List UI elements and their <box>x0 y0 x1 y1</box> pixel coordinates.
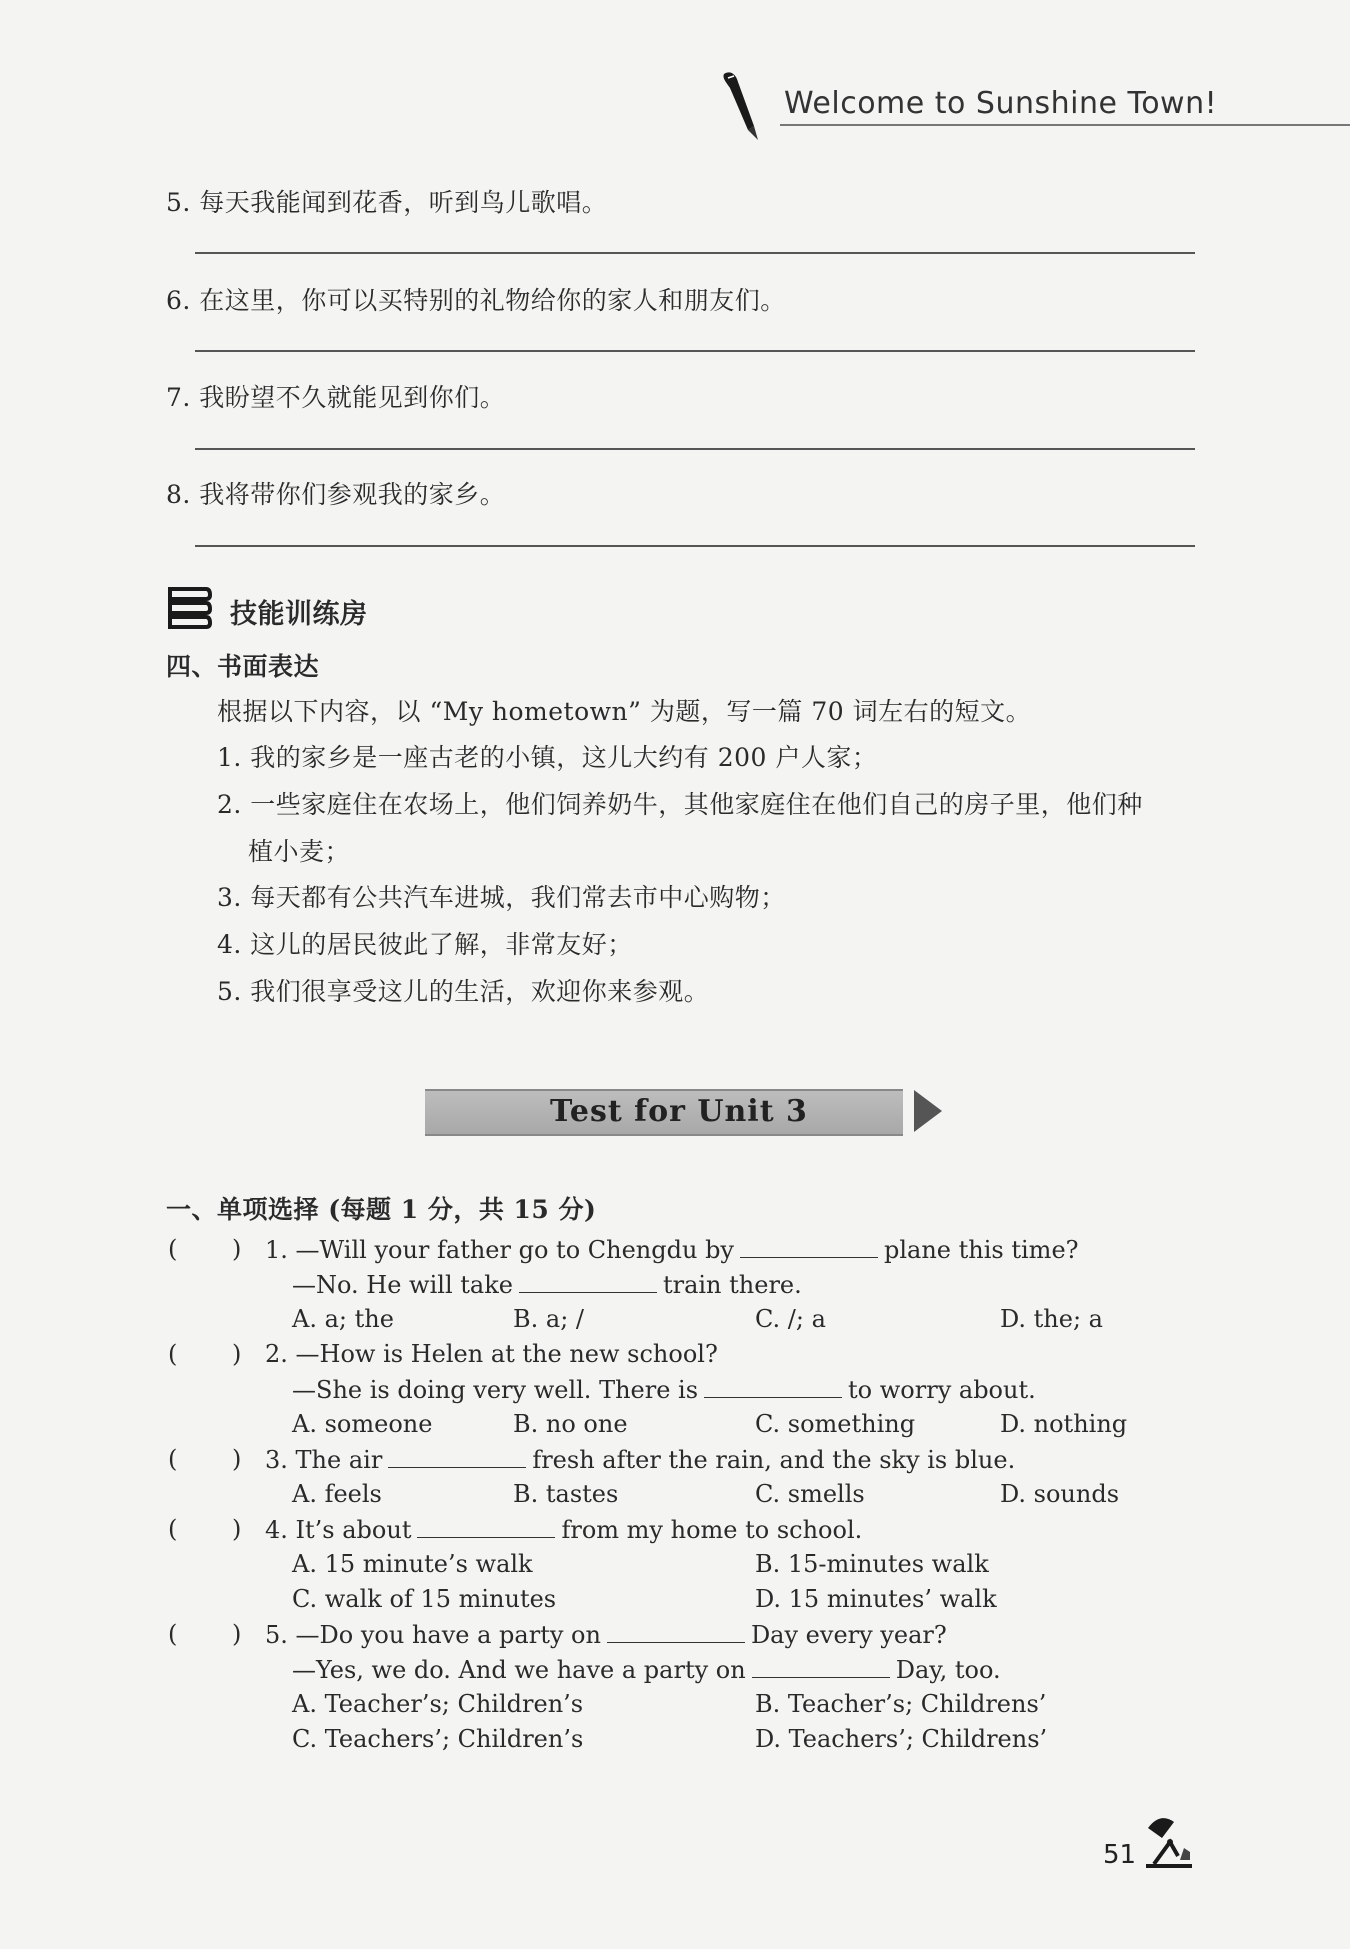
writing-point: 3. 每天都有公共汽车进城，我们常去市中心购物； <box>217 883 786 912</box>
answer-line-7[interactable] <box>195 448 1195 450</box>
option[interactable]: A. 15 minute’s walk <box>292 1550 533 1578</box>
option[interactable]: D. nothing <box>1000 1410 1128 1438</box>
option[interactable]: C. Teachers’; Children’s <box>292 1725 584 1753</box>
answer-blank[interactable] <box>417 1515 555 1538</box>
test-banner <box>425 1089 903 1136</box>
answer-line-8[interactable] <box>195 545 1195 547</box>
question-text: —Will your father go to Chengdu by <box>295 1236 734 1264</box>
question-text: to worry about. <box>848 1376 1036 1404</box>
question-text: train there. <box>662 1271 802 1299</box>
question-text: It’s about <box>295 1516 412 1544</box>
question-1-line-2 <box>292 1270 802 1299</box>
option[interactable]: C. smells <box>755 1480 865 1508</box>
header <box>720 68 1350 138</box>
answer-paren-close: ) <box>232 1620 242 1648</box>
option[interactable]: B. a; / <box>513 1305 585 1333</box>
question-text: plane this time? <box>884 1236 1079 1264</box>
option[interactable]: B. Teacher’s; Childrens’ <box>755 1690 1047 1718</box>
question-text: fresh after the rain, and the sky is blue. <box>532 1446 1016 1474</box>
option[interactable]: B. tastes <box>513 1480 619 1508</box>
option[interactable]: A. Teacher’s; Children’s <box>292 1690 584 1718</box>
answer-paren-open[interactable]: ( <box>168 1235 178 1263</box>
triangle-arrow-icon <box>912 1088 944 1134</box>
option[interactable]: B. no one <box>513 1410 628 1438</box>
writing-point: 2. 一些家庭住在农场上，他们饲养奶牛，其他家庭住在他们自己的房子里，他们种 <box>217 790 1143 819</box>
question-text: The air <box>295 1446 383 1474</box>
answer-paren-close: ) <box>232 1235 242 1263</box>
answer-line-6[interactable] <box>195 350 1195 352</box>
question-text: —No. He will take <box>292 1271 513 1299</box>
option[interactable]: D. sounds <box>1000 1480 1120 1508</box>
pen-icon <box>720 68 772 146</box>
writing-point: 1. 我的家乡是一座古老的小镇，这儿大约有 200 户人家； <box>217 743 878 772</box>
writing-intro: 根据以下内容，以 “My hometown” 为题，写一篇 70 词左右的短文。 <box>217 697 1032 726</box>
books-icon <box>166 585 212 629</box>
question-number: 3. <box>265 1446 288 1474</box>
question-text: from my home to school. <box>561 1516 863 1544</box>
question-text: Day, too. <box>895 1656 1001 1684</box>
question-5-line-2 <box>292 1655 1001 1684</box>
option[interactable]: C. walk of 15 minutes <box>292 1585 557 1613</box>
answer-paren-open[interactable]: ( <box>168 1620 178 1648</box>
answer-blank[interactable] <box>740 1235 878 1258</box>
option[interactable]: D. 15 minutes’ walk <box>755 1585 997 1613</box>
option[interactable]: A. a; the <box>292 1305 394 1333</box>
skills-heading: 技能训练房 <box>230 599 368 630</box>
header-rule <box>780 124 1350 126</box>
writing-subheading: 四、书面表达 <box>166 652 320 681</box>
option[interactable]: C. something <box>755 1410 916 1438</box>
option[interactable]: D. Teachers’; Childrens’ <box>755 1725 1048 1753</box>
test-banner-title: Test for Unit 3 <box>550 1094 808 1129</box>
question-number: 5. <box>265 1621 288 1649</box>
translation-item-7: 7. 我盼望不久就能见到你们。 <box>166 383 506 412</box>
answer-paren-open[interactable]: ( <box>168 1340 178 1368</box>
question-2-line-2 <box>292 1375 1036 1404</box>
question-number: 1. <box>265 1236 288 1264</box>
answer-blank[interactable] <box>704 1375 842 1398</box>
option[interactable]: A. feels <box>292 1480 382 1508</box>
answer-blank[interactable] <box>607 1620 745 1643</box>
question-text: —Do you have a party on <box>295 1621 601 1649</box>
answer-blank[interactable] <box>388 1445 526 1468</box>
question-5-line-1 <box>265 1620 947 1649</box>
answer-paren-open[interactable]: ( <box>168 1515 178 1543</box>
question-2-line-1 <box>265 1340 718 1368</box>
mcq-heading: 一、单项选择 (每题 1 分，共 15 分) <box>166 1195 597 1224</box>
header-title: Welcome to Sunshine Town! <box>784 86 1218 121</box>
question-text: —How is Helen at the new school? <box>295 1340 718 1368</box>
answer-blank[interactable] <box>752 1655 890 1678</box>
answer-paren-close: ) <box>232 1445 242 1473</box>
question-text: —She is doing very well. There is <box>292 1376 699 1404</box>
question-number: 2. <box>265 1340 288 1368</box>
answer-paren-open[interactable]: ( <box>168 1445 178 1473</box>
writing-point: 5. 我们很享受这儿的生活，欢迎你来参观。 <box>217 977 710 1006</box>
writing-point: 4. 这儿的居民彼此了解，非常友好； <box>217 930 633 959</box>
answer-paren-close: ) <box>232 1515 242 1543</box>
question-4-line-1 <box>265 1515 862 1544</box>
answer-blank[interactable] <box>519 1270 657 1293</box>
translation-item-6: 6. 在这里，你可以买特别的礼物给你的家人和朋友们。 <box>166 286 786 315</box>
answer-line-5[interactable] <box>195 252 1195 254</box>
question-text: —Yes, we do. And we have a party on <box>292 1656 746 1684</box>
option[interactable]: D. the; a <box>1000 1305 1103 1333</box>
question-3-line-1 <box>265 1445 1015 1474</box>
page-number: 51 <box>1103 1840 1137 1870</box>
question-text: Day every year? <box>750 1621 947 1649</box>
answer-paren-close: ) <box>232 1340 242 1368</box>
translation-item-5: 5. 每天我能闻到花香，听到鸟儿歌唱。 <box>166 188 608 217</box>
question-number: 4. <box>265 1516 288 1544</box>
question-1-line-1 <box>265 1235 1079 1264</box>
option[interactable]: A. someone <box>292 1410 433 1438</box>
option[interactable]: C. /; a <box>755 1305 826 1333</box>
translation-item-8: 8. 我将带你们参观我的家乡。 <box>166 480 506 509</box>
option[interactable]: B. 15-minutes walk <box>755 1550 989 1578</box>
writing-point: 植小麦； <box>248 837 351 866</box>
desk-lamp-icon <box>1140 1808 1198 1870</box>
